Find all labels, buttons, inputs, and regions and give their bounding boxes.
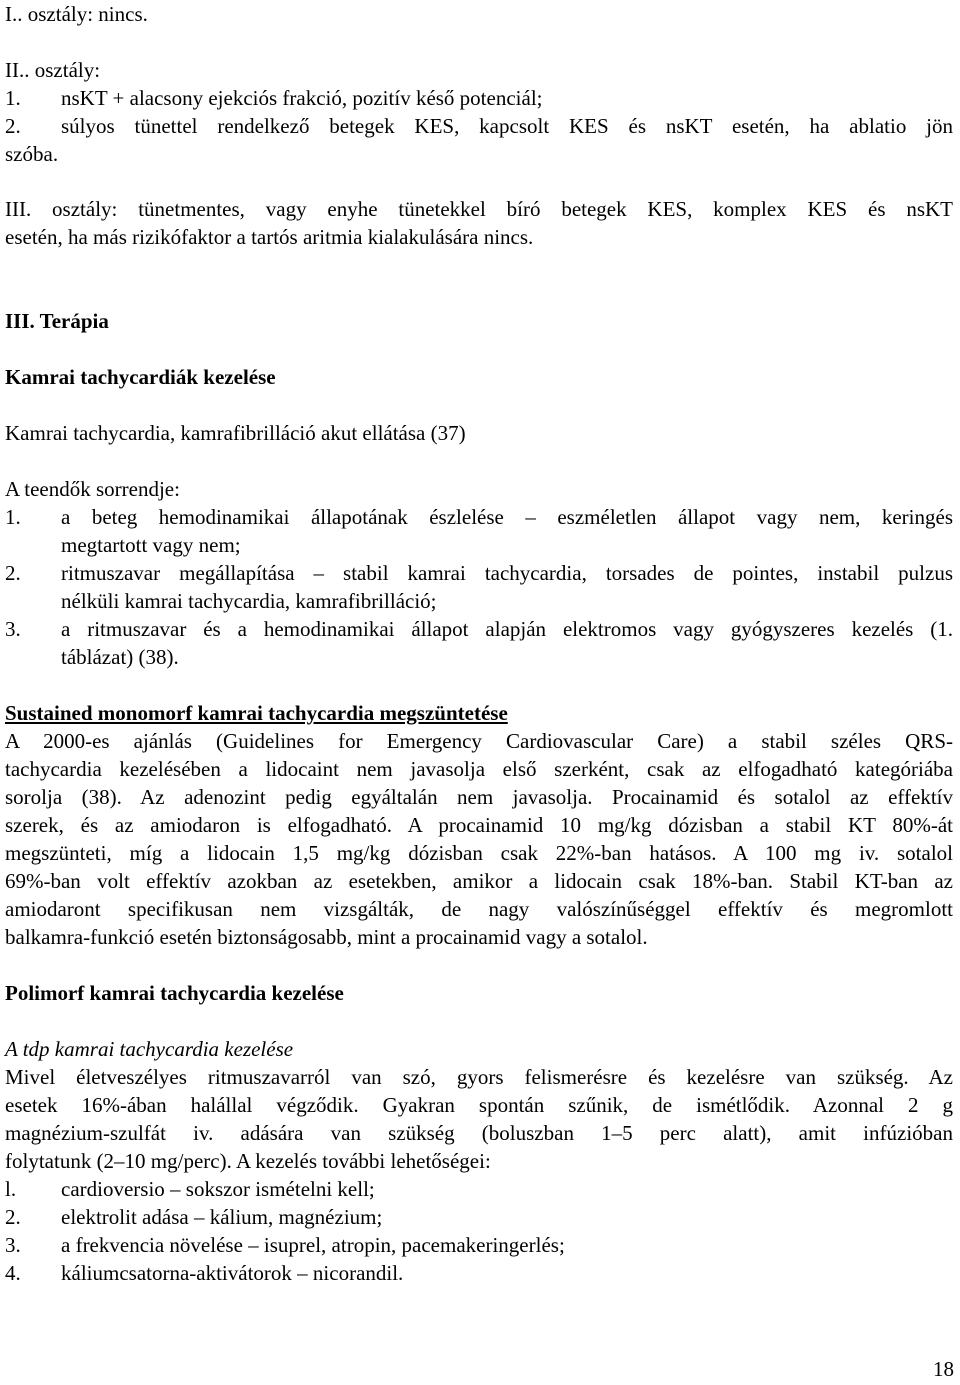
step-1-cont: megtartott vagy nem;: [61, 533, 241, 557]
class-3-line-1: III. osztály: tünetmentes, vagy enyhe tünetekkel bíró betegek KES, komplex KES és nsKT: [5, 197, 953, 221]
item-number: 2.: [5, 114, 21, 138]
option-number: 4.: [5, 1261, 21, 1285]
therapy-subheading: Kamrai tachycardiák kezelése: [5, 365, 276, 389]
item-text: nsKT + alacsony ejekciós frakció, pozitív késő potenciál;: [61, 86, 543, 110]
tdp-line-3: magnézium-szulfát iv. adására van szükség (boluszban 1–5 perc alatt), amit infúzióban: [5, 1121, 953, 1145]
sustained-line-3: sorolja (38). Az adenozint pedig egyáltalán nem javasolja. Procainamid és sotalol az effektív: [5, 785, 953, 809]
sustained-line-6: 69%-ban volt effektív azokban az esetekben, amikor a lidocain csak 18%-ban. Stabil KT-ban az: [5, 869, 953, 893]
step-number: 1.: [5, 505, 21, 529]
sustained-line-1: A 2000-es ajánlás (Guidelines for Emergency Cardiovascular Care) a stabil széles QRS-: [5, 729, 953, 753]
step-2-cont: nélküli kamrai tachycardia, kamrafibrilláció;: [61, 589, 437, 613]
sustained-line-7: amiodaront specifikusan nem vizsgálták, de nagy valószínűséggel effektív és megromlott: [5, 897, 953, 921]
tdp-line-1: Mivel életveszélyes ritmuszavarról van szó, gyors felismerésre és kezelésre van szükség. Az: [5, 1065, 953, 1089]
option-text: a frekvencia növelése – isuprel, atropin, pacemakeringerlés;: [61, 1233, 565, 1257]
step-number: 3.: [5, 617, 21, 641]
item-text: súlyos tünettel rendelkező betegek KES, kapcsolt KES és nsKT esetén, ha ablatio jön: [61, 114, 953, 138]
step-3-cont: táblázat) (38).: [61, 645, 179, 669]
step-number: 2.: [5, 561, 21, 585]
polymorph-heading: Polimorf kamrai tachycardia kezelése: [5, 981, 344, 1005]
sustained-line-5: megszünteti, míg a lidocain 1,5 mg/kg dózisban csak 22%-ban hatásos. A 100 mg iv. sotalol: [5, 841, 953, 865]
therapy-heading: III. Terápia: [5, 309, 109, 333]
sustained-line-4: szerek, és az amiodaron is elfogadható. A procainamid 10 mg/kg dózisban a stabil KT 80%-át: [5, 813, 953, 837]
tdp-line-2: esetek 16%-ában halállal végződik. Gyakran spontán szűnik, de ismétlődik. Azonnal 2 g: [5, 1093, 953, 1117]
class-2-title: II.. osztály:: [5, 58, 101, 82]
acute-care-title: Kamrai tachycardia, kamrafibrilláció akut ellátása (37): [5, 421, 466, 445]
option-number: l.: [5, 1177, 17, 1201]
tdp-heading: A tdp kamrai tachycardia kezelése: [5, 1037, 294, 1061]
class-2-item-2-cont: szóba.: [5, 142, 59, 166]
sustained-line-2: tachycardia kezelésében a lidocaint nem javasolja első szerként, csak az elfogadható kategóriába: [5, 757, 953, 781]
steps-title: A teendők sorrendje:: [5, 477, 180, 501]
step-text: a ritmuszavar és a hemodinamikai állapot alapján elektromos vagy gyógyszeres kezelés (1.: [61, 617, 953, 641]
option-text: cardioversio – sokszor ismételni kell;: [61, 1177, 375, 1201]
step-text: a beteg hemodinamikai állapotának észlelése – eszméletlen állapot vagy nem, keringés: [61, 505, 953, 529]
option-number: 3.: [5, 1233, 21, 1257]
option-number: 2.: [5, 1205, 21, 1229]
sustained-line-8: balkamra-funkció esetén biztonságosabb, mint a procainamid vagy a sotalol.: [5, 925, 648, 949]
step-text: ritmuszavar megállapítása – stabil kamrai tachycardia, torsades de pointes, instabil pulzus: [61, 561, 953, 585]
class-1-line: I.. osztály: nincs.: [5, 2, 148, 26]
item-number: 1.: [5, 86, 21, 110]
sustained-heading: Sustained monomorf kamrai tachycardia megszüntetése: [5, 701, 508, 725]
page-number: 18: [933, 1357, 954, 1381]
option-text: káliumcsatorna-aktivátorok – nicorandil.: [61, 1261, 404, 1285]
option-text: elektrolit adása – kálium, magnézium;: [61, 1205, 383, 1229]
class-3-line-2: esetén, ha más rizikófaktor a tartós aritmia kialakulására nincs.: [5, 225, 534, 249]
tdp-line-4: folytatunk (2–10 mg/perc). A kezelés további lehetőségei:: [5, 1149, 491, 1173]
